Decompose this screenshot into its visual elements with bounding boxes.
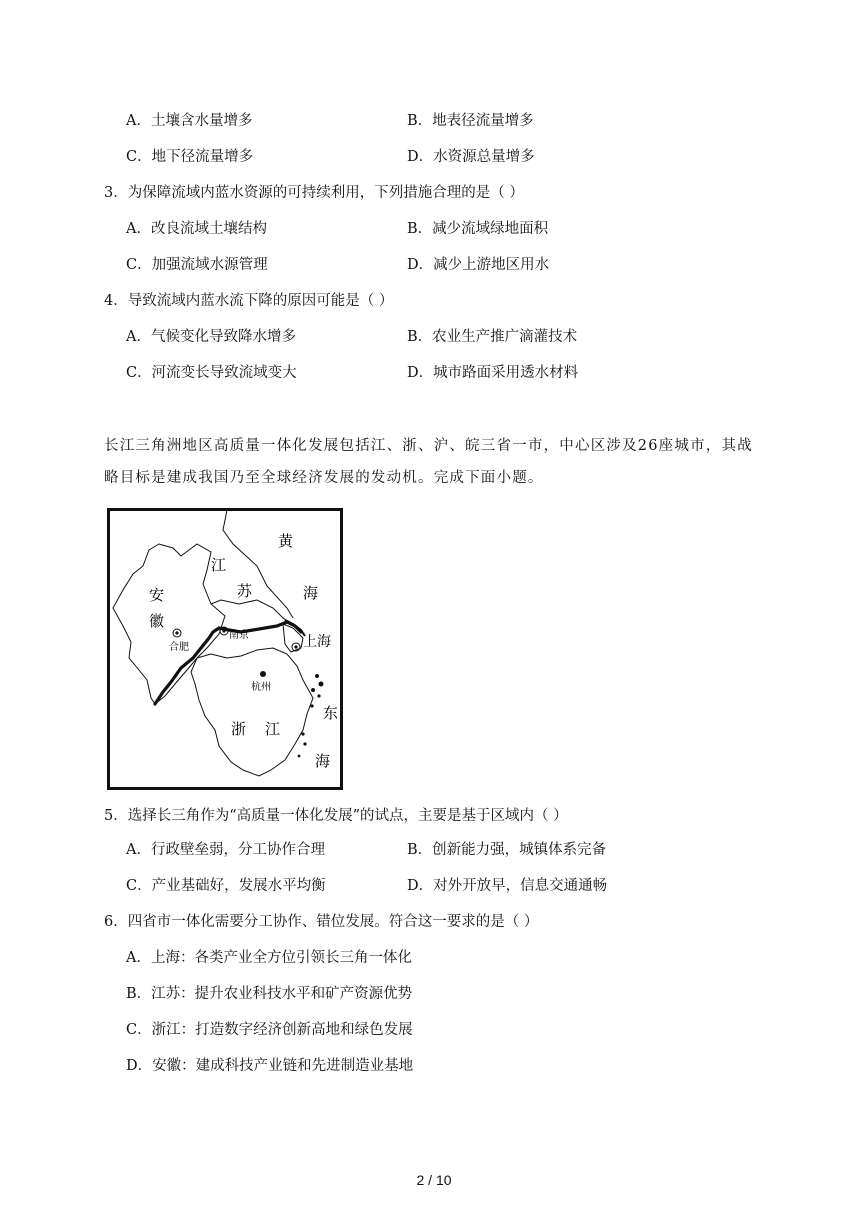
map-label-hangzhou: 杭州 <box>251 682 271 693</box>
q6-option-d: D．安徽：建成科技产业链和先进制造业基地 <box>126 1058 414 1074</box>
question-3-stem: 3．为保障流域内蓝水资源的可持续利用，下列措施合理的是（ ） <box>104 185 524 201</box>
map-label-hai-top: 海 <box>303 584 319 602</box>
q6-option-b: B．江苏：提升农业科技水平和矿产资源优势 <box>126 986 413 1002</box>
question-6-stem: 6．四省市一体化需要分工协作、错位发展。符合这一要求的是（ ） <box>104 914 539 930</box>
q5-option-a: A．行政壁垒弱，分工协作合理 <box>126 842 325 858</box>
map-label-dong: 东 <box>323 704 339 722</box>
q2-option-a: A．土壤含水量增多 <box>126 113 253 129</box>
passage-text: 长江三角洲地区高质量一体化发展包括江、浙、沪、皖三省一市，中心区涉及26座城市，其战略目标是建成我国乃至全球经济发展的发动机。完成下面小题。 <box>104 438 753 486</box>
map-label-jiang-top: 江 <box>211 556 227 574</box>
yangtze-delta-map <box>107 508 343 790</box>
q5-option-d: D．对外开放早，信息交通通畅 <box>407 878 608 894</box>
map-label-an: 安 <box>149 586 165 604</box>
map-label-huang: 黄 <box>278 532 294 550</box>
map-label-hefei: 合肥 <box>169 642 189 653</box>
q4-option-b: B．农业生产推广滴灌技术 <box>407 329 578 345</box>
map-label-hai-bottom: 海 <box>315 752 331 770</box>
page-number: 2 / 10 <box>416 1172 452 1188</box>
q5-option-c: C．产业基础好，发展水平均衡 <box>126 878 326 894</box>
question-5-stem: 5．选择长三角作为“高质量一体化发展”的试点，主要是基于区域内（ ） <box>104 808 568 824</box>
q6-option-c: C．浙江：打造数字经济创新高地和绿色发展 <box>126 1022 413 1038</box>
q3-option-d: D．减少上游地区用水 <box>407 257 550 273</box>
q4-option-d: D．城市路面采用透水材料 <box>407 365 579 381</box>
map-label-nanjing: 南京 <box>229 630 249 641</box>
q5-option-b: B．创新能力强，城镇体系完备 <box>407 842 607 858</box>
q2-option-b: B．地表径流量增多 <box>407 113 534 129</box>
q2-option-c: C．地下径流量增多 <box>126 149 254 165</box>
map-label-jiang-bottom: 江 <box>265 720 281 738</box>
q2-option-d: D．水资源总量增多 <box>407 149 535 165</box>
q4-option-a: A．气候变化导致降水增多 <box>126 329 296 345</box>
hangzhou-marker <box>260 671 266 677</box>
q6-option-a: A．上海：各类产业全方位引领长三角一体化 <box>126 950 412 966</box>
map-label-hui: 徽 <box>149 612 165 630</box>
q4-option-c: C．河流变长导致流域变大 <box>126 365 297 381</box>
q3-option-b: B．减少流域绿地面积 <box>407 221 549 237</box>
q3-option-a: A．改良流域土壤结构 <box>126 221 267 237</box>
map-label-shanghai: 上海 <box>303 634 331 650</box>
map-label-zhe: 浙 <box>231 720 247 738</box>
q3-option-c: C．加强流域水源管理 <box>126 257 268 273</box>
map-label-su: 苏 <box>237 582 253 600</box>
question-4-stem: 4．导致流域内蓝水流下降的原因可能是（ ） <box>104 293 394 309</box>
